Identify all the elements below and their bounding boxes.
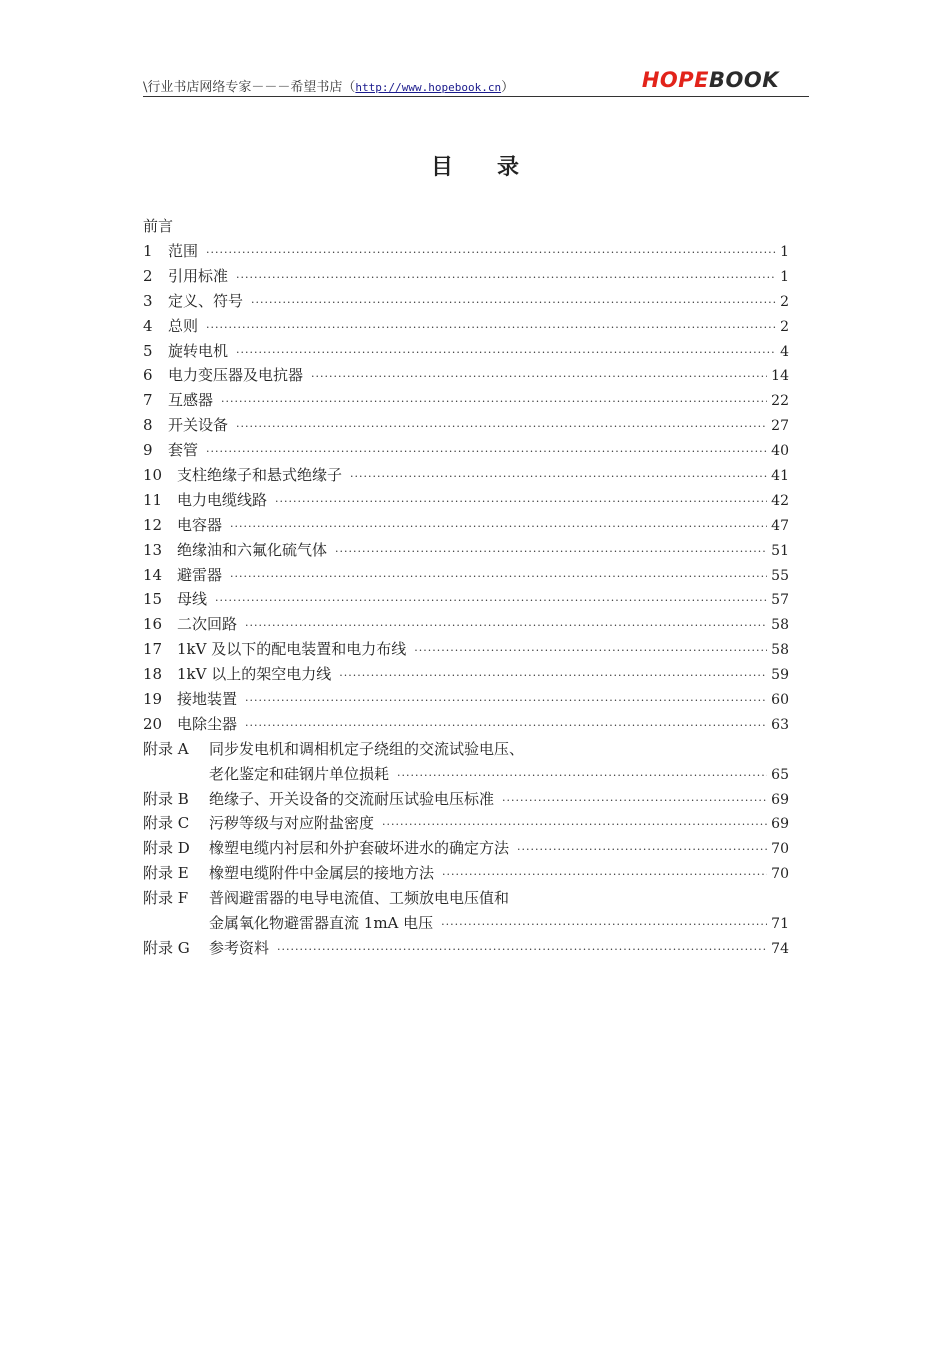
entry-label: 支柱绝缘子和悬式绝缘子 — [177, 466, 343, 485]
page-number: 71 — [771, 916, 789, 933]
appendix-label: 金属氧化物避雷器直流 1mA 电压 — [209, 914, 434, 933]
dot-leader — [230, 565, 767, 590]
appendix-label: 橡塑电缆内衬层和外护套破坏进水的确定方法 — [209, 839, 510, 858]
entry-number: 20 — [143, 714, 163, 733]
dot-leader — [277, 938, 767, 963]
dot-leader — [236, 341, 776, 366]
appendix-number: 附录 E — [143, 864, 189, 883]
toc-appendix-e[interactable] — [143, 861, 789, 886]
page-header — [143, 66, 809, 97]
appendix-label: 老化鉴定和硅钢片单位损耗 — [209, 764, 390, 783]
entry-label: 1kV 以上的架空电力线 — [177, 665, 332, 684]
entry-number: 13 — [143, 540, 163, 559]
entry-number: 16 — [143, 615, 163, 634]
page-number: 69 — [771, 816, 789, 833]
entry-label: 接地装置 — [177, 690, 238, 709]
entry-label: 范围 — [168, 242, 199, 260]
page-title: 目录 — [430, 155, 563, 180]
dot-leader — [502, 789, 767, 814]
page-number: 27 — [771, 418, 789, 435]
toc-entry[interactable] — [143, 388, 789, 413]
appendix-label: 参考资料 — [209, 938, 270, 957]
toc-entry[interactable] — [143, 637, 789, 662]
toc-entry[interactable] — [143, 687, 789, 712]
toc-entry[interactable] — [143, 513, 789, 538]
toc-appendix-g[interactable] — [143, 936, 789, 961]
header-text — [143, 76, 514, 95]
page-number: 4 — [780, 343, 789, 360]
page-number: 40 — [771, 443, 789, 460]
page-number: 47 — [771, 517, 789, 534]
dot-leader — [206, 316, 776, 341]
page-number: 74 — [771, 940, 789, 957]
entry-number: 9 — [143, 441, 153, 460]
toc-entry[interactable] — [143, 438, 789, 463]
entry-label: 总则 — [168, 316, 199, 335]
toc-entry[interactable] — [143, 463, 789, 488]
entry-label: 二次回路 — [177, 615, 238, 634]
toc-entries — [143, 239, 789, 737]
toc-entry[interactable] — [143, 339, 789, 364]
entry-label: 1kV 及以下的配电装置和电力布线 — [177, 640, 407, 659]
dot-leader — [350, 465, 767, 490]
page-number: 41 — [771, 468, 789, 485]
toc-appendix-f[interactable] — [143, 886, 789, 911]
appendix-number: 附录 F — [143, 889, 189, 908]
header-prefix: \行业书店网络专家－－－希望书店（ — [143, 80, 356, 95]
toc-entry[interactable] — [143, 612, 789, 637]
entry-label: 定义、符号 — [168, 291, 244, 310]
entry-label: 电力变压器及电抗器 — [168, 366, 304, 385]
entry-number: 3 — [143, 291, 153, 310]
table-of-contents — [143, 214, 789, 961]
logo-book: BOOK — [709, 68, 779, 92]
entry-number: 7 — [143, 391, 153, 410]
entry-number: 4 — [143, 316, 153, 335]
header-link[interactable]: http://www.hopebook.cn — [355, 81, 502, 94]
page-number: 70 — [771, 841, 789, 858]
appendix-label: 绝缘子、开关设备的交流耐压试验电压标准 — [209, 789, 495, 808]
toc-entry[interactable] — [143, 289, 789, 314]
toc-entry[interactable] — [143, 538, 789, 563]
page-number: 42 — [771, 492, 789, 509]
toc-appendix-f-cont[interactable] — [143, 911, 789, 936]
dot-leader — [339, 664, 767, 689]
entry-number: 1 — [143, 242, 153, 260]
page-number: 1 — [780, 244, 789, 260]
appendix-number: 附录 G — [143, 938, 190, 957]
appendix-number: 附录 C — [143, 814, 190, 833]
appendix-number: 附录 A — [143, 739, 189, 758]
dot-leader — [251, 291, 776, 316]
dot-leader — [245, 689, 767, 714]
appendix-label: 橡塑电缆附件中金属层的接地方法 — [209, 864, 435, 883]
hopebook-logo — [642, 68, 779, 92]
dot-leader — [275, 490, 767, 515]
logo-hope: HOPE — [641, 68, 710, 92]
dot-leader — [441, 913, 767, 938]
page-number: 51 — [771, 542, 789, 559]
entry-label: 旋转电机 — [168, 341, 229, 360]
dot-leader — [245, 614, 767, 639]
entry-label: 避雷器 — [177, 565, 223, 584]
entry-label: 母线 — [177, 590, 208, 609]
dot-leader — [206, 440, 767, 465]
entry-label: 互感器 — [168, 391, 214, 410]
entry-number: 12 — [143, 515, 163, 534]
toc-entry[interactable] — [143, 563, 789, 588]
page-number: 14 — [771, 368, 789, 385]
toc-appendix-a[interactable] — [143, 737, 789, 762]
page-number: 57 — [771, 592, 789, 609]
dot-leader — [206, 241, 776, 266]
page-number: 63 — [771, 716, 789, 733]
page-number: 55 — [771, 567, 789, 584]
toc-entry[interactable] — [143, 587, 789, 612]
page-number: 70 — [771, 866, 789, 883]
entry-label: 开关设备 — [168, 416, 229, 435]
page-number: 65 — [771, 766, 789, 783]
entry-number: 19 — [143, 690, 163, 709]
entry-number: 14 — [143, 565, 163, 584]
entry-number: 17 — [143, 640, 163, 659]
dot-leader — [236, 266, 776, 291]
page-number: 60 — [771, 692, 789, 709]
toc-entry[interactable] — [143, 239, 789, 264]
entry-number: 18 — [143, 665, 163, 684]
entry-number: 15 — [143, 590, 163, 609]
entry-number: 10 — [143, 466, 163, 485]
dot-leader — [311, 365, 767, 390]
toc-appendix-d[interactable] — [143, 836, 789, 861]
entry-number: 6 — [143, 366, 153, 385]
page-number: 58 — [771, 617, 789, 634]
page-number: 1 — [780, 268, 789, 285]
entry-label: 绝缘油和六氟化硫气体 — [177, 540, 328, 559]
page-number: 2 — [780, 318, 789, 335]
dot-leader — [382, 813, 767, 838]
dot-leader — [397, 764, 767, 789]
page-number: 2 — [780, 293, 789, 310]
toc-entry[interactable] — [143, 413, 789, 438]
entry-label: 套管 — [168, 441, 199, 460]
dot-leader — [221, 390, 767, 415]
appendix-number: 附录 D — [143, 839, 190, 858]
entry-label: 电力电缆线路 — [177, 490, 268, 509]
entry-number: 8 — [143, 416, 153, 435]
entry-label: 引用标准 — [168, 266, 229, 285]
dot-leader — [517, 838, 767, 863]
page-number: 59 — [771, 667, 789, 684]
toc-preface[interactable]: 前言 — [143, 217, 174, 235]
entry-label: 电容器 — [177, 515, 223, 534]
toc-entry[interactable] — [143, 662, 789, 687]
entry-number: 5 — [143, 341, 153, 360]
page-number: 22 — [771, 393, 789, 410]
toc-entry[interactable] — [143, 264, 789, 289]
appendix-label: 污秽等级与对应附盐密度 — [209, 814, 375, 833]
toc-appendix-c[interactable] — [143, 811, 789, 836]
toc-appendix-a-cont[interactable] — [143, 762, 789, 787]
page-number: 69 — [771, 791, 789, 808]
appendix-label: 同步发电机和调相机定子绕组的交流试验电压、 — [209, 739, 525, 758]
dot-leader — [335, 540, 767, 565]
dot-leader — [414, 639, 767, 664]
entry-number: 11 — [143, 490, 163, 509]
entry-label: 电除尘器 — [177, 714, 238, 733]
toc-entry[interactable] — [143, 712, 789, 737]
appendix-number: 附录 B — [143, 789, 189, 808]
dot-leader — [215, 589, 767, 614]
toc-entry[interactable] — [143, 488, 789, 513]
appendix-label: 普阀避雷器的电导电流值、工频放电电压值和 — [209, 889, 510, 908]
page-number: 58 — [771, 642, 789, 659]
header-suffix: ） — [501, 80, 515, 95]
toc-appendix-b[interactable] — [143, 787, 789, 812]
toc-entry[interactable] — [143, 363, 789, 388]
dot-leader — [236, 415, 767, 440]
dot-leader — [230, 515, 767, 540]
toc-entry[interactable] — [143, 314, 789, 339]
dot-leader — [442, 863, 767, 888]
dot-leader — [245, 714, 767, 739]
entry-number: 2 — [143, 266, 153, 285]
